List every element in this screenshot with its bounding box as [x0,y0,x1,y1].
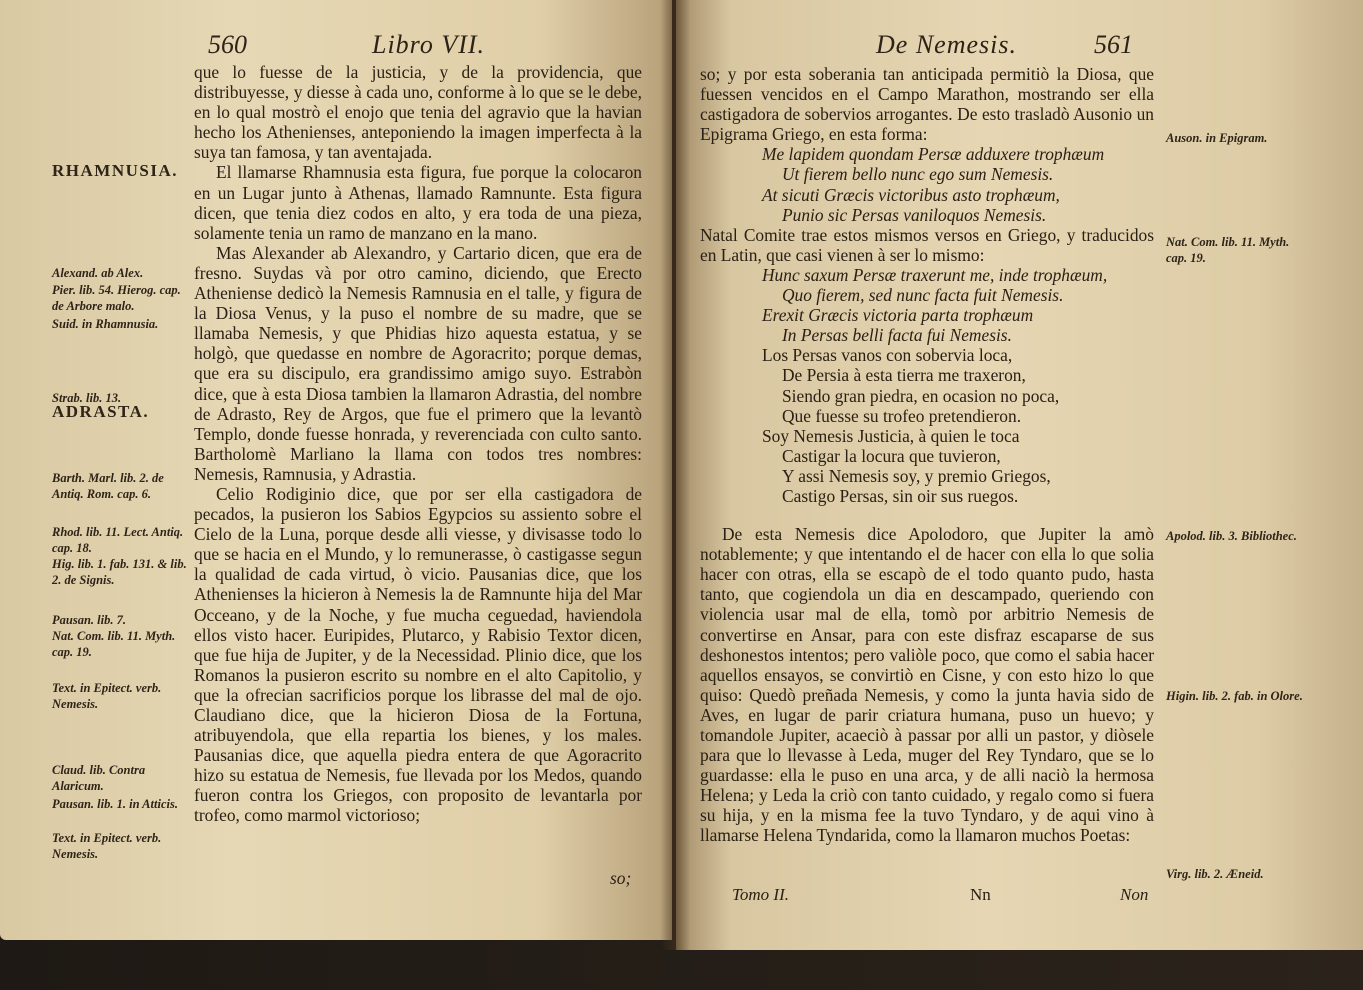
margin-note: Higin. lib. 2. fab. in Olore. [1166,689,1303,703]
margin-note: Claud. lib. Contra Alaricum. [52,763,146,794]
body-text [700,64,1154,846]
signature-label: Tomo II. [732,885,789,904]
paragraph: De esta Nemesis dice Apolodoro, que Jupiter la amò notablemente; y que intentando el de hacer con ella lo que solia hacer con otras, ella se escapò de el todo quanto pudo, hasta tanto, que cogiendola un dia en descampado, queriendo con violencia usar mal de ella, tomò por arbitrio Nemesis de convertirse en Ansar, para con este disfraz escaparse de sus deshonestos intentos; pero valiòle poco, que como el sabia hacer aquellos ensayos, se convirtiò en Cisne, y con esto hizo lo que quiso: Quedò preñada Nemesis, y como la junta havia sido de Aves, en lugar de parir criatura humana, puso un huevo; y tomandole Jupiter, acaeciò à passar por alli un pastor, y diòsele para que lo llevasse à Leda, muger del Rey Tyndaro, que se lo guardasse: ella le puso en una arca, y de alli naciò la hermosa Helena; y Leda la criò con tanto cuidado, y regalo como si fuera su hija, y en la misma fee la tuvo Tyndaro, y de aqui vino à llamarse Helena Tyndarida, como la llamaron muchos Poetas: [700,524,1154,846]
verse-line: Punio sic Persas vaniloquos Nemesis. [782,204,1047,225]
verse-line: Y assi Nemesis soy, y premio Griegos, [782,465,1051,486]
margin-note: Pausan. lib. 7. [52,613,126,627]
verse-line: Hunc saxum Persæ traxerunt me, inde trophæum, [762,264,1108,285]
margin-note: Text. in Epitect. verb. Nemesis. [52,681,162,712]
left-page [0,0,672,940]
signature-mark: Nn [970,885,991,904]
margin-note: Virg. lib. 2. Æneid. [1166,867,1264,881]
verse-line: Los Persas vanos con sobervia loca, [762,345,1013,366]
running-head: Libro VII. [372,30,486,59]
margin-note: Nat. Com. lib. 11. Myth. cap. 19. [52,629,176,660]
margin-note: Text. in Epitect. verb. Nemesis. [52,831,162,862]
verse-line: Castigar la locura que tuvieron, [782,445,1001,466]
margin-note: Pier. lib. 54. Hierog. cap. de Arbore malo. [52,283,181,314]
verse-line: De Persia à esta tierra me traxeron, [782,365,1026,386]
section-heading: RHAMNUSIA. [52,161,178,180]
margin-note: Barth. Marl. lib. 2. de Antiq. Rom. cap. 6. [52,471,164,502]
margin-note: Pausan. lib. 1. in Atticis. [52,797,178,811]
paragraph: Natal Comite trae estos mismos versos en Griego, y traducidos en Latin, que casi vienen à ser lo mismo: [700,224,1154,265]
verse-line: Siendo gran piedra, en ocasion no poca, [782,385,1060,406]
paragraph: Mas Alexander ab Alexandro, y Cartario dicen, que era de fresno. Suydas và por otro camino, diciendo, que Erecto Atheniense dedicò la Nemesis Ramnusia en el talle, y figura de la Diosa Venus, y la puso el nombre de su madre, que se llamaba Nemesis, y que Phidias hizo aquesta estatua, y se holgò, que quedasse en nombre de Agoracrito; porque demas, que era su discipulo, era grandissimo amigo suyo. Estrabòn dice, que à esta Diosa tambien la llamaron Adrastia, del nombre de Adrasto, Rey de Argos, que fue el primero que la levantò Templo, donde fuesse honrada, y reverenciada con culto santo. Bartholomè Marliano la llama con todos tres nombres: Nemesis, Ramnusia, y Adrastia. [194,242,642,484]
verse-line: In Persas belli facta fui Nemesis. [782,325,1012,346]
verse-line: Que fuesse su trofeo pretendieron. [782,405,1022,426]
margin-note: Auson. in Epigram. [1166,131,1268,145]
paragraph: que lo fuesse de la justicia, y de la providencia, que distribuyesse, y diesse à cada uno, conforme à lo que se le debe, en lo qual mostrò el enojo que tenia del agravio que la havian hecho los Athenienses, anteponiendo la imagen imperfecta à la suya tan famosa, y tan aventajada. [194,62,642,163]
paragraph: El llamarse Rhamnusia esta figura, fue porque la colocaron en un Lugar junto à Athenas, llamado Ramnunte. Esta figura dicen, que tenia diez codos en alto, y era toda de una pieza, solamente tenia un ramo de manzano en la mano. [194,162,642,243]
page-number: 561 [1094,30,1133,59]
margin-note: Alexand. ab Alex. [52,266,144,280]
margin-notes [52,0,192,940]
verse-line: At sicuti Græcis victoribus asto trophæum, [762,184,1060,205]
margin-note: Hig. lib. 1. fab. 131. & lib. 2. de Signis. [52,557,187,588]
catchword: so; [610,868,632,888]
margin-note: Nat. Com. lib. 11. Myth. cap. 19. [1166,235,1290,266]
margin-note: Suid. in Rhamnusia. [52,317,159,331]
page-number: 560 [208,30,247,59]
right-page [676,0,1363,950]
verse-line: Soy Nemesis Justicia, à quien le toca [762,425,1020,446]
margin-note: Strab. lib. 13. [52,391,122,405]
catchword: Non [1120,885,1149,904]
running-head: De Nemesis. [876,30,1017,59]
paragraph: Celio Rodiginio dice, que por ser ella castigadora de pecados, la pusieron los Sabios Egypcios su assiento sobre el Cielo de la Luna, porque desde alli viesse, y divisasse todo lo que se hacia en el Mundo, y lo remunerasse, ò castigasse segun la qualidad de cada virtud, ò vicio. Pausanias dice, que los Athenienses la hicieron à Nemesis la de Ramnunte hija del Mar Occeano, y de la Noche, y fue mucha ceguedad, haviendola ellos visto hacer. Euripides, Plutarco, y Rabisio Textor dicen, que fue hija de Jupiter, y de la Necessidad. Plinio dice, que los Romanos la pusieron escrito su nombre en el alto Capitolio, y que la ofrecian sacrificios porque los librasse del mal de ojo. Claudiano dice, que la hicieron Diosa de la Fortuna, atribuyendola, que ella repartia los bienes, y los males. Pausanias dice, que aquella piedra entera de que Agoracrito hizo su estatua de Nemesis, fue llevada por los Medos, quando fueron contra los Griegos, con proposito de levantarla por trofeo, como marmol victorioso; [194,483,642,826]
paragraph: so; y por esta soberania tan anticipada permitiò la Diosa, que fuessen vencidos en el Campo Marathon, mostrando ser ella castigadora de sobervios arrogantes. De esto trasladò Ausonio un Epigrama Griego, en esta forma: [700,64,1154,145]
verse-line: Me lapidem quondam Persæ adduxere trophæum [762,144,1105,165]
verse-line: Ut fierem bello nunc ego sum Nemesis. [782,164,1054,185]
body-text [194,62,642,826]
verse-line: Quo fierem, sed nunc facta fuit Nemesis. [782,285,1064,306]
margin-note: Apolod. lib. 3. Bibliothec. [1166,529,1297,543]
verse-line: Castigo Persas, sin oir sus ruegos. [782,485,1019,506]
margin-note: Rhod. lib. 11. Lect. Antiq. cap. 18. [52,525,184,556]
margin-notes [1166,0,1306,940]
section-heading: ADRASTA. [52,402,150,421]
verse-line: Erexit Græcis victoria parta trophæum [762,305,1034,326]
